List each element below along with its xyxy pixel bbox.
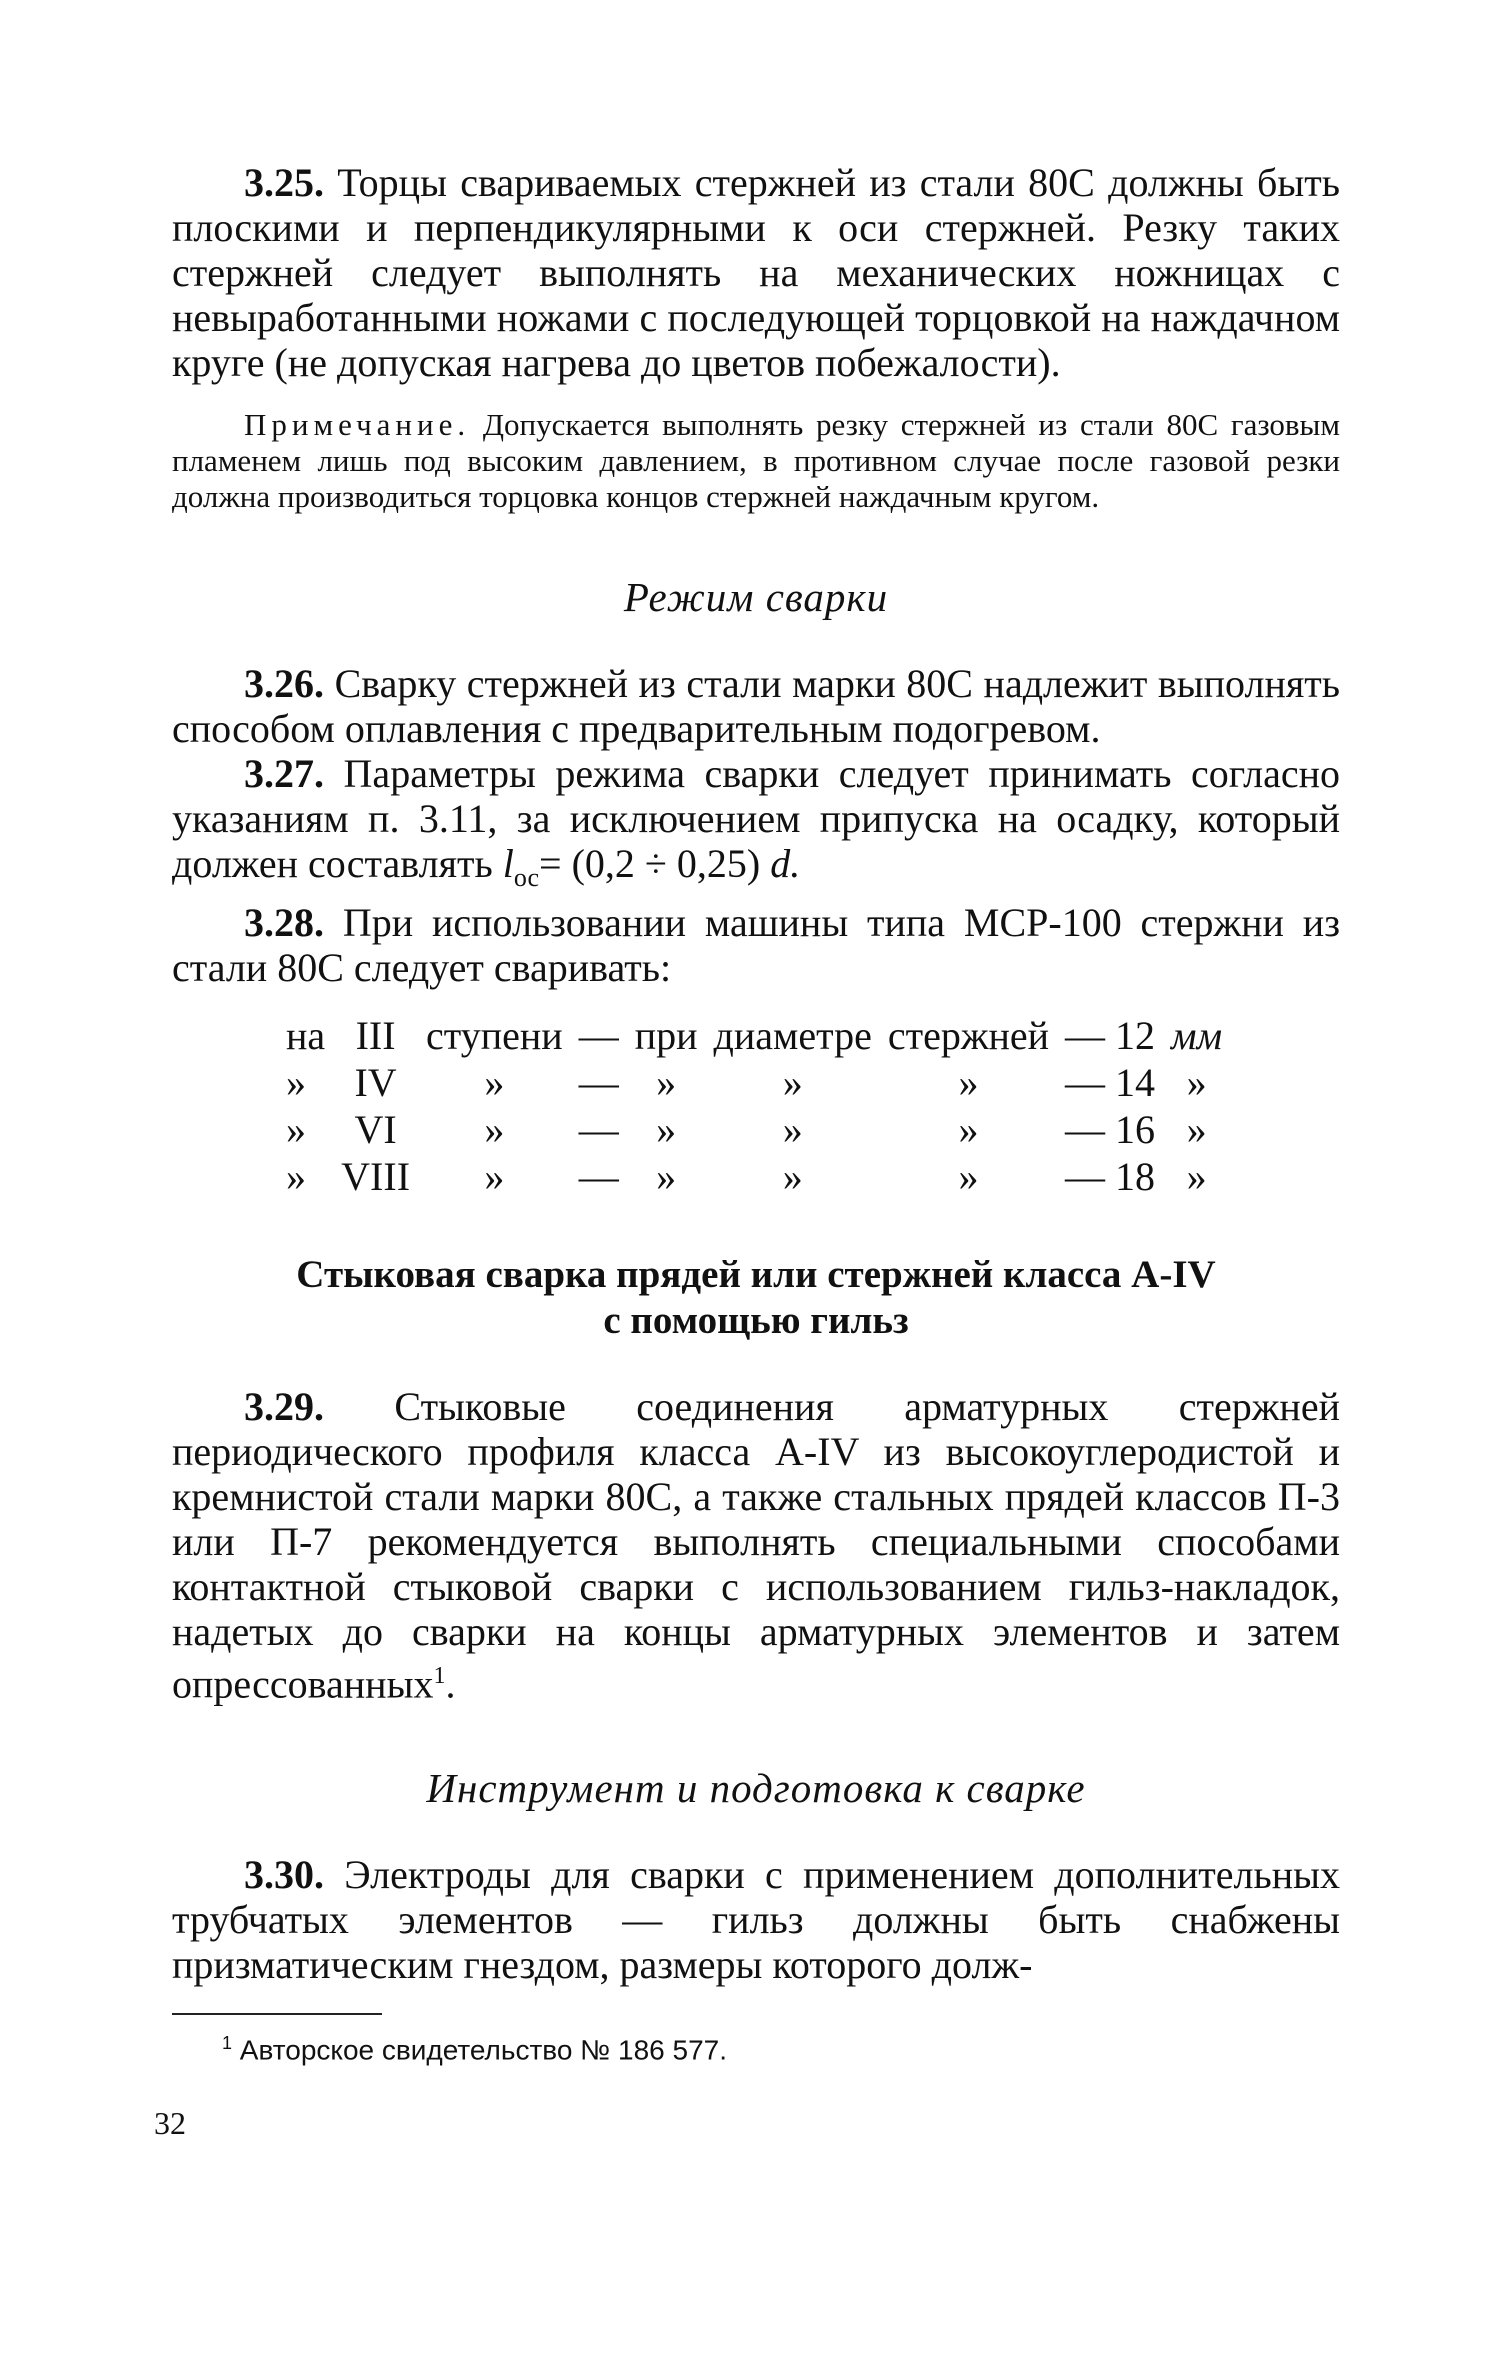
table-cell-rods: » bbox=[958, 1060, 979, 1105]
table-cell-diam: диаметре bbox=[713, 1013, 872, 1058]
table-cell-unit: мм bbox=[1171, 1013, 1223, 1058]
table-cell-value: — 14 bbox=[1065, 1060, 1156, 1105]
table-cell-prefix: » bbox=[286, 1107, 306, 1152]
table-cell-stage: IV bbox=[354, 1060, 397, 1105]
section-heading-butt-welding bbox=[172, 1252, 1340, 1344]
table-cell-value: — 18 bbox=[1065, 1154, 1156, 1199]
table-row bbox=[278, 1153, 1230, 1200]
note-text: Допускается выполнять резку стержней из стали 80С газовым пламенем лишь под высоким давлением, в противном случае после газовой резки должна производиться торцовка концов стержней наждачным кругом. bbox=[172, 407, 1340, 514]
table-cell-dash: — bbox=[578, 1107, 619, 1152]
paragraph-3-28 bbox=[172, 900, 1340, 990]
table-cell-stage: III bbox=[355, 1013, 396, 1058]
table-cell-dash: — bbox=[578, 1154, 619, 1199]
section-heading-tools: Инструмент и подготовка к сварке bbox=[426, 1765, 1086, 1812]
table-row bbox=[278, 1012, 1230, 1059]
clause-number: 3.30. bbox=[244, 1852, 324, 1898]
paragraph-text: Электроды для сварки с применением дополнительных трубчатых элементов — гильз должны быть снабжены призматическим гнездом, размеры которого долж- bbox=[172, 1852, 1340, 1988]
table-cell-cond: при bbox=[634, 1013, 698, 1058]
table-cell-value: — 16 bbox=[1065, 1107, 1156, 1152]
note-label: Примечание. bbox=[244, 407, 471, 442]
clause-number: 3.29. bbox=[244, 1384, 324, 1429]
table-cell-dash: — bbox=[578, 1013, 619, 1058]
clause-number: 3.25. bbox=[244, 160, 324, 205]
stage-diameter-table bbox=[278, 1012, 1230, 1200]
paragraph-text: При использовании машины типа МСР-100 стержни из стали 80С следует сваривать: bbox=[172, 900, 1340, 990]
heading-line: Стыковая сварка прядей или стержней класса А-IV bbox=[296, 1253, 1216, 1296]
paragraph-3-25 bbox=[172, 160, 1340, 385]
footnote-reference: 1 bbox=[433, 1663, 446, 1689]
footnote-text: Авторское свидетельство № 186 577. bbox=[232, 2034, 727, 2066]
paragraph-text: Торцы свариваемых стержней из стали 80С должны быть плоскими и перпендикулярными к оси стержней. Резку таких стержней следует выполнять на механических ножницах с невыработанными ножами с последующей торцовкой на наждачном круге (не допуская нагрева до цветов побежалости). bbox=[172, 160, 1340, 385]
paragraph-text: Сварку стержней из стали марки 80С надлежит выполнять способом оплавления с предварительным подогревом. bbox=[172, 661, 1340, 751]
formula-subscript: ос bbox=[513, 863, 540, 892]
table-cell-unit: » bbox=[1186, 1060, 1207, 1105]
heading-line: с помощью гильз bbox=[603, 1299, 909, 1342]
table-cell-stage: VI bbox=[354, 1107, 397, 1152]
table-cell-prefix: » bbox=[286, 1060, 306, 1105]
table-cell-word: ступени bbox=[426, 1013, 563, 1058]
table-cell-rods: стержней bbox=[887, 1013, 1050, 1058]
page-number: 32 bbox=[154, 2104, 186, 2141]
paragraph-3-27 bbox=[172, 751, 1340, 900]
table-cell-cond: » bbox=[656, 1107, 677, 1152]
paragraph-3-30 bbox=[172, 1852, 1340, 1987]
table-cell-stage: VIII bbox=[341, 1154, 411, 1199]
formula-variable: l bbox=[502, 841, 514, 886]
table-row bbox=[278, 1059, 1230, 1106]
footnote-divider bbox=[172, 2013, 382, 2015]
table-row bbox=[278, 1106, 1230, 1153]
paragraph-text: Стыковые соединения арматурных стержней периодического профиля класса А-IV из высокоуглеродистой и кремнистой стали марки 80С, а также стальных прядей классов П-3 или П-7 рекомендуется выполнять специальными способами контактной стыковой сварки с использованием гильз-накладок, надетых до сварки на концы арматурных элементов и затем опрессованных bbox=[172, 1384, 1340, 1707]
table-cell-prefix: на bbox=[286, 1013, 326, 1058]
paragraph-text: Параметры режима сварки следует принимать согласно указаниям п. 3.11, за исключением припуска на осадку, который должен составлять bbox=[172, 751, 1340, 886]
clause-number: 3.27. bbox=[244, 751, 324, 796]
document-page bbox=[154, 160, 1340, 2142]
table-cell-rods: » bbox=[958, 1107, 979, 1152]
formula-expression: = (0,2 ÷ 0,25) bbox=[539, 841, 771, 886]
note-paragraph bbox=[172, 407, 1340, 515]
paragraph-3-29 bbox=[172, 1384, 1340, 1706]
table-cell-unit: » bbox=[1186, 1107, 1207, 1152]
table-cell-diam: » bbox=[782, 1060, 803, 1105]
table-cell-cond: » bbox=[656, 1060, 677, 1105]
table-cell-rods: » bbox=[958, 1154, 979, 1199]
table-cell-word: » bbox=[484, 1060, 505, 1105]
table-cell-unit: » bbox=[1186, 1154, 1207, 1199]
formula-diameter: d. bbox=[770, 841, 801, 886]
clause-number: 3.28. bbox=[244, 900, 324, 945]
table-cell-value: — 12 bbox=[1065, 1013, 1156, 1058]
section-heading-welding-mode: Режим сварки bbox=[623, 574, 889, 620]
table-cell-word: » bbox=[484, 1107, 505, 1152]
table-cell-diam: » bbox=[782, 1154, 803, 1199]
paragraph-end: . bbox=[445, 1661, 456, 1707]
table-cell-word: » bbox=[484, 1154, 505, 1199]
table-cell-dash: — bbox=[578, 1060, 619, 1105]
footnote-mark: 1 bbox=[222, 2033, 233, 2054]
footnote bbox=[222, 2033, 1340, 2066]
clause-number: 3.26. bbox=[244, 661, 324, 706]
paragraph-3-26 bbox=[172, 661, 1340, 751]
table-cell-cond: » bbox=[656, 1154, 677, 1199]
table-cell-prefix: » bbox=[286, 1154, 306, 1199]
table-cell-diam: » bbox=[782, 1107, 803, 1152]
